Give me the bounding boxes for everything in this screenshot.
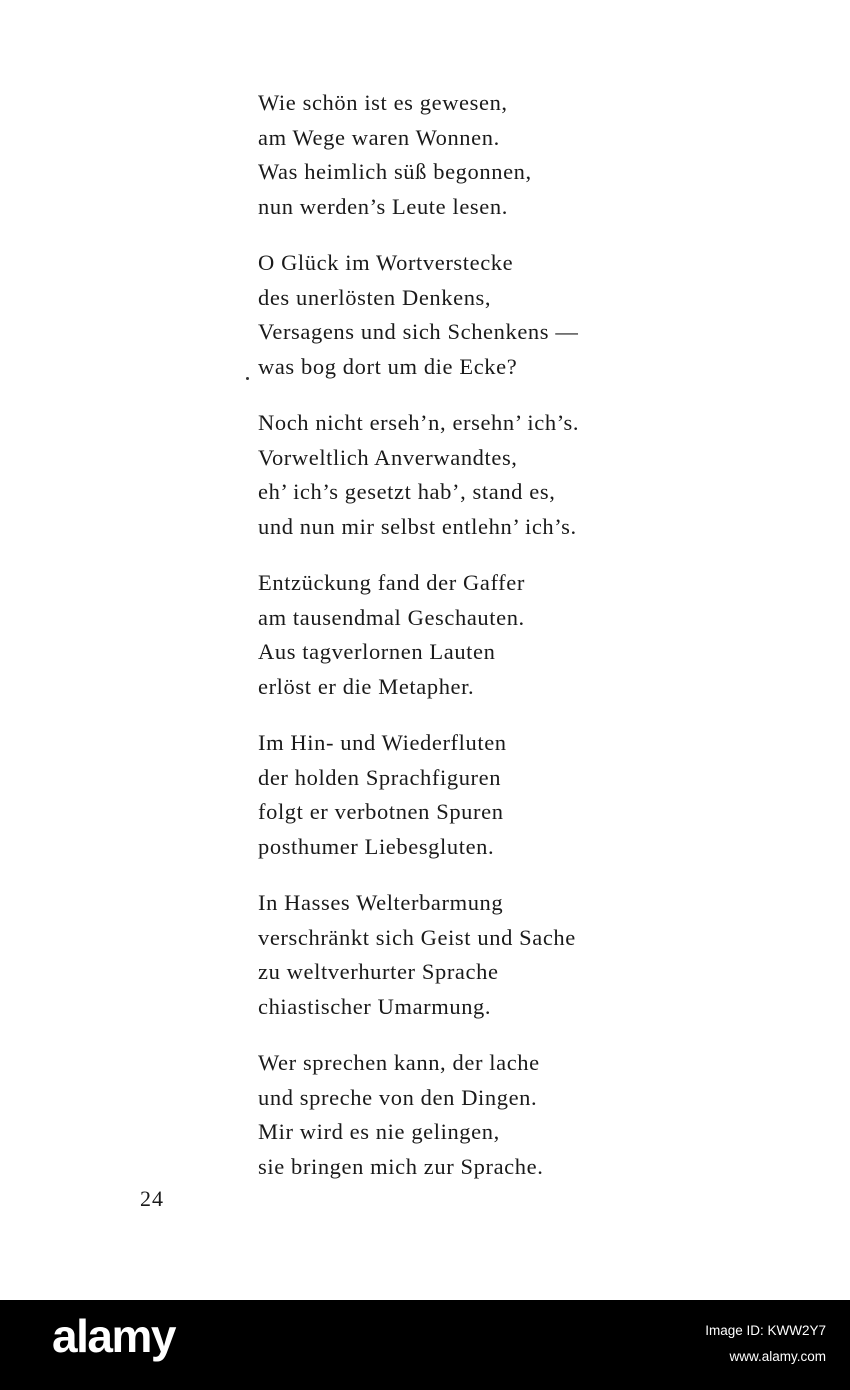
poem-line: Entzückung fand der Gaffer [258, 570, 525, 595]
stanza-7 [258, 1046, 698, 1184]
poem-line: In Hasses Welterbarmung [258, 890, 504, 915]
poem-line: Versagens und sich Schenkens — [258, 319, 579, 344]
poem-line: posthumer Liebesgluten. [258, 833, 495, 859]
poem-line: eh’ ich’s gesetzt hab’, stand es, [258, 479, 556, 504]
poem-line: was bog dort um die Ecke? [258, 353, 518, 379]
poem-line: erlöst er die Metapher. [258, 673, 475, 699]
poem-line: O Glück im Wortverstecke [258, 250, 514, 275]
poem-line: Was heimlich süß begonnen, [258, 159, 532, 184]
poem-line: Mir wird es nie gelingen, [258, 1119, 500, 1144]
poem-line: Vorweltlich Anverwandtes, [258, 444, 518, 470]
stanza-3 [258, 406, 698, 544]
poem-line: am Wege waren Wonnen. [258, 124, 500, 150]
poem-line: der holden Sprachfiguren [258, 764, 502, 790]
stanza-4 [258, 566, 698, 704]
poem-line: folgt er verbotnen Spuren [258, 799, 504, 824]
poem-line: Im Hin- und Wiederfluten [258, 730, 507, 755]
poem-line: am tausendmal Geschauten. [258, 604, 525, 630]
poem-line: und nun mir selbst entlehn’ ich’s. [258, 513, 577, 539]
poem-line: Wie schön ist es gewesen, [258, 90, 508, 115]
poem-line: nun werden’s Leute lesen. [258, 193, 508, 219]
poem-line: und spreche von den Dingen. [258, 1084, 538, 1110]
poem-line: Wer sprechen kann, der lache [258, 1050, 540, 1075]
alamy-logo: alamy [52, 1310, 175, 1362]
image-id-label: Image ID: KWW2Y7 [705, 1323, 826, 1338]
poem-line: zu weltverhurter Sprache [258, 959, 499, 984]
poem-line: verschränkt sich Geist und Sache [258, 924, 576, 950]
stanza-5 [258, 726, 698, 864]
ink-speck [246, 377, 249, 380]
poem-line: Noch nicht erseh’n, ersehn’ ich’s. [258, 410, 580, 435]
poem-line: sie bringen mich zur Sprache. [258, 1153, 544, 1179]
poem-line: des unerlösten Denkens, [258, 284, 492, 310]
stanza-1 [258, 86, 698, 224]
poem-line: chiastischer Umarmung. [258, 993, 492, 1019]
site-url: www.alamy.com [729, 1349, 826, 1364]
poem-line: Aus tagverlornen Lauten [258, 639, 496, 664]
stanza-2 [258, 246, 698, 384]
stanza-6 [258, 886, 698, 1024]
page-number: 24 [140, 1186, 164, 1211]
poem [258, 86, 698, 1206]
